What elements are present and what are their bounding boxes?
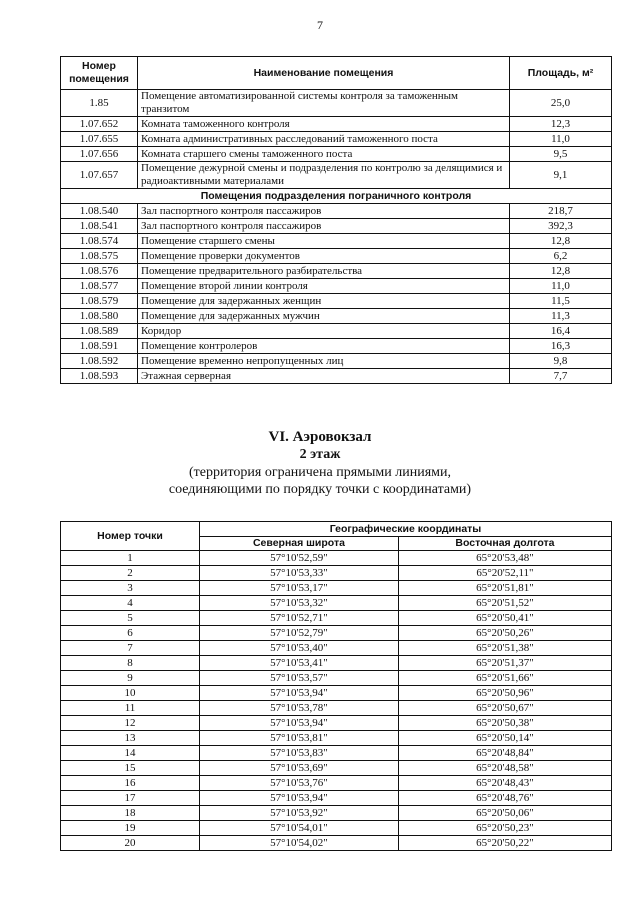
latitude-value: 57°10'53,78": [200, 701, 399, 716]
table-row: [61, 566, 612, 581]
point-number: 20: [61, 836, 200, 851]
longitude-value: 65°20'52,11": [398, 566, 611, 581]
point-number: 11: [61, 701, 200, 716]
table-row: [61, 716, 612, 731]
room-name: Помещение контролеров: [138, 339, 510, 354]
point-number: 9: [61, 671, 200, 686]
room-area: 7,7: [510, 369, 612, 384]
room-area: 11,0: [510, 279, 612, 294]
point-number: 3: [61, 581, 200, 596]
table-row: [61, 776, 612, 791]
section-title-border-control: Помещения подразделения пограничного контроля: [61, 189, 612, 204]
table-row: [61, 309, 612, 324]
header-longitude: Восточная долгота: [398, 537, 611, 551]
coords-body: [61, 551, 612, 851]
room-number: 1.07.652: [61, 117, 138, 132]
table-row: [61, 117, 612, 132]
point-number: 10: [61, 686, 200, 701]
latitude-value: 57°10'53,57": [200, 671, 399, 686]
header-latitude: Северная широта: [200, 537, 399, 551]
latitude-value: 57°10'53,94": [200, 686, 399, 701]
point-number: 1: [61, 551, 200, 566]
point-number: 7: [61, 641, 200, 656]
room-name: Помещение проверки документов: [138, 249, 510, 264]
room-number: 1.08.541: [61, 219, 138, 234]
longitude-value: 65°20'51,66": [398, 671, 611, 686]
point-number: 14: [61, 746, 200, 761]
point-number: 5: [61, 611, 200, 626]
floor-title: 2 этаж: [299, 447, 341, 462]
latitude-value: 57°10'53,32": [200, 596, 399, 611]
room-area: 11,5: [510, 294, 612, 309]
longitude-value: 65°20'51,37": [398, 656, 611, 671]
latitude-value: 57°10'53,69": [200, 761, 399, 776]
longitude-value: 65°20'50,23": [398, 821, 611, 836]
room-number: 1.08.589: [61, 324, 138, 339]
longitude-value: 65°20'51,38": [398, 641, 611, 656]
table-row: [61, 611, 612, 626]
room-area: 9,5: [510, 147, 612, 162]
longitude-value: 65°20'48,84": [398, 746, 611, 761]
table-row: [61, 641, 612, 656]
table-row: [61, 761, 612, 776]
coords-header-row: [61, 522, 612, 537]
latitude-value: 57°10'52,71": [200, 611, 399, 626]
rooms-group-b: [61, 204, 612, 384]
header-point-number: Номер точки: [61, 522, 200, 551]
table-row: [61, 596, 612, 611]
room-number: 1.08.540: [61, 204, 138, 219]
longitude-value: 65°20'50,41": [398, 611, 611, 626]
longitude-value: 65°20'50,06": [398, 806, 611, 821]
room-area: 392,3: [510, 219, 612, 234]
table-row: [61, 279, 612, 294]
latitude-value: 57°10'54,01": [200, 821, 399, 836]
coordinates-table: [60, 521, 612, 851]
longitude-value: 65°20'48,76": [398, 791, 611, 806]
room-number: 1.07.657: [61, 162, 138, 189]
point-number: 15: [61, 761, 200, 776]
room-area: 16,3: [510, 339, 612, 354]
longitude-value: 65°20'48,58": [398, 761, 611, 776]
room-name: Помещение старшего смены: [138, 234, 510, 249]
point-number: 8: [61, 656, 200, 671]
territory-note-line-1: (территория ограничена прямыми линиями,: [188, 465, 452, 480]
room-number: 1.08.580: [61, 309, 138, 324]
table-row: [61, 836, 612, 851]
room-name: Помещение дежурной смены и подразделения по контролю за делящимися и радиоактивными материалами: [138, 162, 510, 189]
longitude-value: 65°20'48,43": [398, 776, 611, 791]
room-area: 11,3: [510, 309, 612, 324]
room-number: 1.08.577: [61, 279, 138, 294]
longitude-value: 65°20'53,48": [398, 551, 611, 566]
table-row: [61, 249, 612, 264]
point-number: 12: [61, 716, 200, 731]
latitude-value: 57°10'53,33": [200, 566, 399, 581]
table-row: [61, 671, 612, 686]
header-room-name: Наименование помещения: [138, 57, 510, 90]
room-name: Помещение временно непропущенных лиц: [138, 354, 510, 369]
table-row: [61, 162, 612, 189]
latitude-value: 57°10'53,40": [200, 641, 399, 656]
room-name: Комната старшего смены таможенного поста: [138, 147, 510, 162]
point-number: 4: [61, 596, 200, 611]
latitude-value: 57°10'53,83": [200, 746, 399, 761]
header-geo-coordinates: Географические координаты: [200, 522, 612, 537]
table-row: [61, 369, 612, 384]
page-number: 7: [317, 18, 323, 32]
table-row: [61, 551, 612, 566]
table-row: [61, 147, 612, 162]
table-row: [61, 746, 612, 761]
room-number: 1.08.592: [61, 354, 138, 369]
room-name: Коридор: [138, 324, 510, 339]
table-row: [61, 791, 612, 806]
room-name: Зал паспортного контроля пассажиров: [138, 204, 510, 219]
latitude-value: 57°10'53,76": [200, 776, 399, 791]
table-row: [61, 132, 612, 147]
room-name: Помещение автоматизированной системы контроля за таможенным транзитом: [138, 90, 510, 117]
table-row: [61, 294, 612, 309]
point-number: 16: [61, 776, 200, 791]
room-name: Комната таможенного контроля: [138, 117, 510, 132]
room-area: 12,3: [510, 117, 612, 132]
table-row: [61, 656, 612, 671]
point-number: 2: [61, 566, 200, 581]
table-row: [61, 821, 612, 836]
latitude-value: 57°10'53,92": [200, 806, 399, 821]
latitude-value: 57°10'53,17": [200, 581, 399, 596]
latitude-value: 57°10'52,79": [200, 626, 399, 641]
longitude-value: 65°20'50,96": [398, 686, 611, 701]
point-number: 19: [61, 821, 200, 836]
table-row: [61, 354, 612, 369]
longitude-value: 65°20'51,52": [398, 596, 611, 611]
room-area: 218,7: [510, 204, 612, 219]
room-area: 9,1: [510, 162, 612, 189]
point-number: 13: [61, 731, 200, 746]
latitude-value: 57°10'53,94": [200, 791, 399, 806]
room-area: 12,8: [510, 264, 612, 279]
section-title: VI. Аэровокзал: [268, 429, 372, 445]
table-row: [61, 264, 612, 279]
latitude-value: 57°10'53,41": [200, 656, 399, 671]
table-row: [61, 626, 612, 641]
room-name: Помещение для задержанных мужчин: [138, 309, 510, 324]
table-row: [61, 234, 612, 249]
table-row: [61, 686, 612, 701]
rooms-section: [61, 189, 612, 204]
table-row: [61, 581, 612, 596]
rooms-group-a: [61, 90, 612, 189]
latitude-value: 57°10'53,94": [200, 716, 399, 731]
room-number: 1.07.655: [61, 132, 138, 147]
territory-note-line-2: соединяющими по порядку точки с координатами): [168, 482, 472, 497]
room-number: 1.08.591: [61, 339, 138, 354]
longitude-value: 65°20'50,22": [398, 836, 611, 851]
table-row: [61, 204, 612, 219]
room-number: 1.08.579: [61, 294, 138, 309]
longitude-value: 65°20'50,38": [398, 716, 611, 731]
latitude-value: 57°10'53,81": [200, 731, 399, 746]
room-name: Комната административных расследований таможенного поста: [138, 132, 510, 147]
longitude-value: 65°20'50,14": [398, 731, 611, 746]
room-name: Помещение второй линии контроля: [138, 279, 510, 294]
table-row: [61, 806, 612, 821]
table-row: [61, 731, 612, 746]
room-name: Помещение предварительного разбирательства: [138, 264, 510, 279]
room-number: 1.08.575: [61, 249, 138, 264]
longitude-value: 65°20'51,81": [398, 581, 611, 596]
rooms-table-header: [61, 57, 612, 90]
room-number: 1.08.574: [61, 234, 138, 249]
room-number: 1.08.593: [61, 369, 138, 384]
longitude-value: 65°20'50,26": [398, 626, 611, 641]
room-area: 6,2: [510, 249, 612, 264]
point-number: 18: [61, 806, 200, 821]
room-name: Этажная серверная: [138, 369, 510, 384]
room-area: 16,4: [510, 324, 612, 339]
room-number: 1.08.576: [61, 264, 138, 279]
room-number: 1.07.656: [61, 147, 138, 162]
latitude-value: 57°10'54,02": [200, 836, 399, 851]
point-number: 17: [61, 791, 200, 806]
header-room-number: Номер помещения: [61, 57, 138, 90]
table-row: [61, 701, 612, 716]
longitude-value: 65°20'50,67": [398, 701, 611, 716]
table-row: [61, 339, 612, 354]
table-row: [61, 90, 612, 117]
table-row: [61, 219, 612, 234]
table-row: [61, 324, 612, 339]
room-name: Зал паспортного контроля пассажиров: [138, 219, 510, 234]
room-area: 9,8: [510, 354, 612, 369]
room-area: 11,0: [510, 132, 612, 147]
room-name: Помещение для задержанных женщин: [138, 294, 510, 309]
room-area: 25,0: [510, 90, 612, 117]
point-number: 6: [61, 626, 200, 641]
room-area: 12,8: [510, 234, 612, 249]
room-number: 1.85: [61, 90, 138, 117]
header-room-area: Площадь, м²: [510, 57, 612, 90]
latitude-value: 57°10'52,59": [200, 551, 399, 566]
rooms-table: [60, 56, 612, 384]
